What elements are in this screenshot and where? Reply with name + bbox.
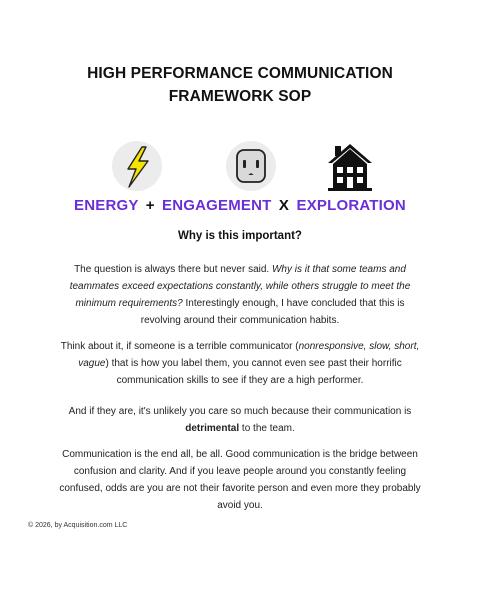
headline-energy: ENERGY xyxy=(74,197,139,214)
paragraph-3-emphasis: detrimental xyxy=(185,423,240,434)
document-title xyxy=(40,62,440,108)
house-icon xyxy=(326,141,374,198)
paragraph-1 xyxy=(56,261,424,329)
framework-headline xyxy=(0,197,480,214)
paragraph-2-text-a: Think about it, if someone is a terrible communicator ( xyxy=(60,341,299,352)
paragraph-4: Communication is the end all, be all. Good communication is the bridge between confusion and clarity. And if you leave people around you constantly feeling confused, odds are you are not their favorite person and even more they probably avoid you. xyxy=(59,449,421,511)
paragraph-3-text-b: to the team. xyxy=(239,423,295,434)
paragraph-1-question: Why is it that some teams and teammates exceed expectations constantly, while others struggle to meet the minimum requirements? xyxy=(69,264,411,309)
title-line-1: HIGH PERFORMANCE COMMUNICATION xyxy=(87,65,393,82)
paragraph-1-text-b: Interestingly enough, I have concluded that this is revolving around their communication habits. xyxy=(140,298,405,326)
headline-times: X xyxy=(278,197,290,214)
outlet-icon xyxy=(226,141,276,191)
headline-exploration: EXPLORATION xyxy=(296,197,406,214)
icon-row xyxy=(0,141,480,193)
paragraph-2-traits: nonresponsive, slow, short, vague xyxy=(78,341,420,369)
paragraph-3-text-a: And if they are, it's unlikely you care so much because their communication is xyxy=(68,406,412,417)
section-heading: Why is this important? xyxy=(178,230,302,242)
copyright-footer: © 2026, by Acquisition.com LLC xyxy=(28,522,128,529)
headline-engagement: ENGAGEMENT xyxy=(162,197,272,214)
lightning-icon xyxy=(112,141,162,191)
paragraph-1-text-a: The question is always there but never said. xyxy=(74,264,272,275)
title-line-2: FRAMEWORK SOP xyxy=(168,88,312,105)
paragraph-2 xyxy=(56,338,424,389)
headline-plus: + xyxy=(145,197,155,214)
paragraph-3 xyxy=(56,403,424,437)
paragraph-2-text-b: ) that is how you label them, you cannot even see past their horrific communication skills to see if they are a high performer. xyxy=(105,358,402,386)
